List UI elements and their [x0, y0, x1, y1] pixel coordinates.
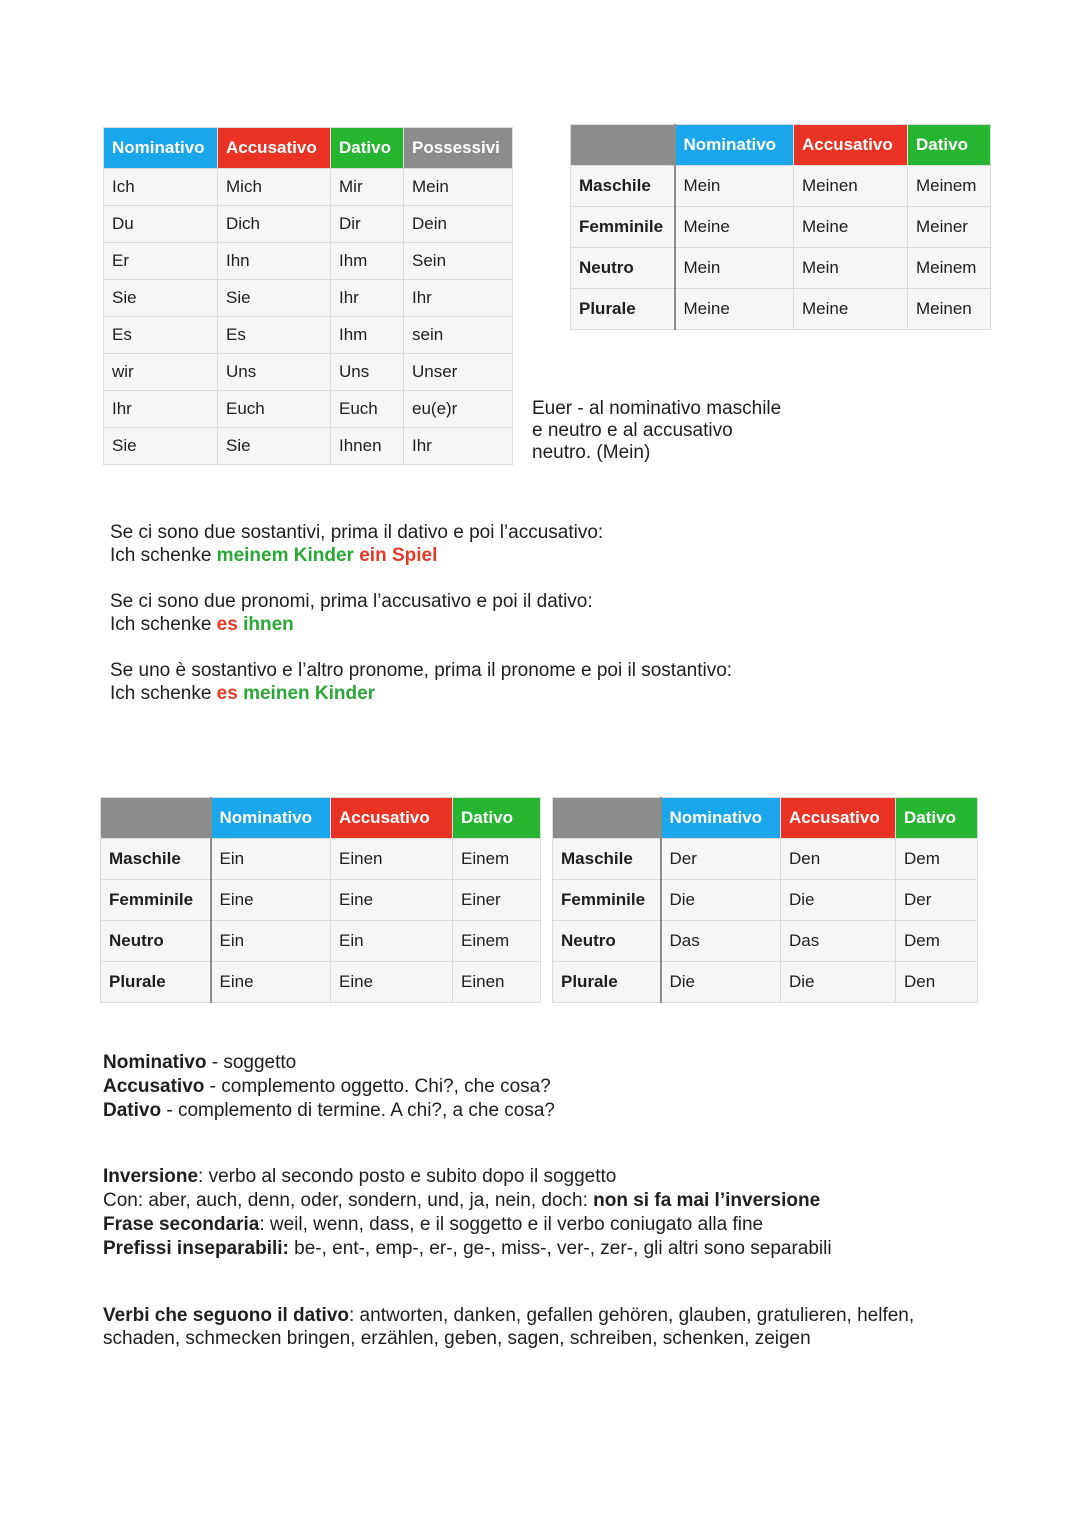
header-possessivi: Possessivi: [404, 128, 513, 169]
table-row: [104, 354, 513, 391]
cell: Uns: [331, 354, 404, 391]
cell: eu(e)r: [404, 391, 513, 428]
term: Nominativo: [103, 1052, 207, 1073]
cell: Es: [104, 317, 218, 354]
cell: Meine: [675, 207, 794, 248]
row-label: Maschile: [101, 839, 211, 880]
cell: Mein: [794, 248, 908, 289]
cell: Sein: [404, 243, 513, 280]
definition: - soggetto: [206, 1052, 297, 1073]
cell: Meinem: [908, 166, 991, 207]
cell: Einem: [453, 921, 541, 962]
cell: Meine: [675, 289, 794, 330]
example-dative: meinem Kinder: [216, 545, 354, 566]
mein-declension-table: [570, 124, 991, 330]
cell: Dir: [331, 206, 404, 243]
table-row: [104, 391, 513, 428]
example-accusative: ein Spiel: [359, 545, 438, 566]
corner-cell: [101, 798, 211, 839]
cell: Die: [781, 962, 896, 1003]
definition: : antworten, danken, gefallen gehören, glauben, gratulieren, helfen, schaden, schmecken bringen, erzählen, geben, sagen, schreiben, schenken, zeigen: [103, 1305, 915, 1349]
cell: Sie: [104, 280, 218, 317]
cell: Mein: [675, 166, 794, 207]
table-row: [571, 166, 991, 207]
example-dative: meinen Kinder: [243, 683, 376, 704]
row-label: Plurale: [571, 289, 675, 330]
term: Prefissi inseparabili:: [103, 1238, 289, 1259]
cell: Meine: [794, 207, 908, 248]
definition: - complemento di termine. A chi?, a che cosa?: [161, 1100, 556, 1121]
table-row: [571, 289, 991, 330]
cell: Es: [218, 317, 331, 354]
case-definitions: [103, 1051, 555, 1123]
cell: wir: [104, 354, 218, 391]
cell: Sie: [218, 280, 331, 317]
term: Verbi che seguono il dativo: [103, 1305, 349, 1326]
corner-cell: [571, 125, 675, 166]
header-accusativo: Accusativo: [331, 798, 453, 839]
cell: Ein: [211, 921, 331, 962]
row-label: Neutro: [553, 921, 661, 962]
term: Inversione: [103, 1166, 199, 1187]
term: Dativo: [103, 1100, 162, 1121]
row-label: Femminile: [101, 880, 211, 921]
header-accusativo: Accusativo: [218, 128, 331, 169]
rule-two-nouns: [110, 521, 603, 567]
cell: Einen: [453, 962, 541, 1003]
rule-two-pronouns: [110, 590, 593, 636]
cell: Meiner: [908, 207, 991, 248]
cell: Den: [781, 839, 896, 880]
example-prefix: Ich schenke: [110, 545, 217, 566]
term: Accusativo: [103, 1076, 205, 1097]
cell: Dem: [896, 921, 978, 962]
cell: Eine: [211, 880, 331, 921]
row-label: Femminile: [553, 880, 661, 921]
definition: : verbo al secondo posto e subito dopo il soggetto: [198, 1166, 617, 1187]
cell: Meinen: [794, 166, 908, 207]
header-dativo: Dativo: [453, 798, 541, 839]
row-label: Plurale: [101, 962, 211, 1003]
header-accusativo: Accusativo: [781, 798, 896, 839]
cell: Mein: [675, 248, 794, 289]
cell: Mir: [331, 169, 404, 206]
cell: Ihr: [331, 280, 404, 317]
row-label: Femminile: [571, 207, 675, 248]
cell: Der: [896, 880, 978, 921]
cell: Dein: [404, 206, 513, 243]
table-row: [101, 839, 541, 880]
example-prefix: Ich schenke: [110, 683, 217, 704]
cell: Einem: [453, 839, 541, 880]
cell: Sie: [104, 428, 218, 465]
definition: - complemento oggetto. Chi?, che cosa?: [204, 1076, 551, 1097]
table-row: [104, 280, 513, 317]
example-dative: ihnen: [243, 614, 294, 635]
cell: Mein: [404, 169, 513, 206]
table-row: [101, 962, 541, 1003]
definition: be-, ent-, emp-, er-, ge-, miss-, ver-, zer-, gli altri sono separabili: [288, 1238, 832, 1259]
der-declension-table: [552, 797, 978, 1003]
cell: Du: [104, 206, 218, 243]
header-dativo: Dativo: [896, 798, 978, 839]
cell: Der: [661, 839, 781, 880]
rule-text: Se ci sono due sostantivi, prima il dativo e poi l’accusativo:: [110, 522, 604, 543]
corner-cell: [553, 798, 661, 839]
example-prefix: Ich schenke: [110, 614, 217, 635]
cell: Eine: [331, 880, 453, 921]
emphasis: non si fa mai l’inversione: [593, 1190, 821, 1211]
pronouns-table: [103, 127, 513, 465]
row-label: Plurale: [553, 962, 661, 1003]
cell: Ihr: [104, 391, 218, 428]
table-row: [104, 206, 513, 243]
cell: Die: [781, 880, 896, 921]
cell: Ihn: [218, 243, 331, 280]
cell: Ihm: [331, 317, 404, 354]
cell: Unser: [404, 354, 513, 391]
table-row: [101, 921, 541, 962]
rule-text: Se uno è sostantivo e l’altro pronome, prima il pronome e poi il sostantivo:: [110, 660, 733, 681]
cell: Eine: [211, 962, 331, 1003]
cell: Ihnen: [331, 428, 404, 465]
cell: Ein: [331, 921, 453, 962]
header-nominativo: Nominativo: [211, 798, 331, 839]
definition: Con: aber, auch, denn, oder, sondern, und, ja, nein, doch:: [103, 1190, 594, 1211]
cell: Uns: [218, 354, 331, 391]
table-row: [553, 880, 978, 921]
cell: Mich: [218, 169, 331, 206]
header-dativo: Dativo: [908, 125, 991, 166]
cell: Eine: [331, 962, 453, 1003]
cell: Das: [661, 921, 781, 962]
header-nominativo: Nominativo: [661, 798, 781, 839]
cell: Er: [104, 243, 218, 280]
row-label: Maschile: [571, 166, 675, 207]
table-row: [104, 317, 513, 354]
cell: Ihr: [404, 428, 513, 465]
table-row: [104, 243, 513, 280]
cell: Ich: [104, 169, 218, 206]
example-accusative: es: [216, 614, 238, 635]
header-dativo: Dativo: [331, 128, 404, 169]
cell: Meine: [794, 289, 908, 330]
cell: Dem: [896, 839, 978, 880]
row-label: Neutro: [571, 248, 675, 289]
dative-verbs: [103, 1304, 973, 1350]
cell: Sie: [218, 428, 331, 465]
ein-declension-table: [100, 797, 541, 1003]
cell: Den: [896, 962, 978, 1003]
table-row: [553, 921, 978, 962]
table-row: [553, 962, 978, 1003]
table-row: [571, 207, 991, 248]
cell: Meinen: [908, 289, 991, 330]
cell: Einen: [331, 839, 453, 880]
term: Frase secondaria: [103, 1214, 260, 1235]
table-row: [553, 839, 978, 880]
rule-noun-pronoun: [110, 659, 732, 705]
header-nominativo: Nominativo: [104, 128, 218, 169]
table-row: [104, 428, 513, 465]
rule-text: Se ci sono due pronomi, prima l’accusativo e poi il dativo:: [110, 591, 593, 612]
cell: Das: [781, 921, 896, 962]
syntax-notes: [103, 1165, 832, 1261]
cell: Ihr: [404, 280, 513, 317]
cell: Meinem: [908, 248, 991, 289]
table-row: [104, 169, 513, 206]
cell: Euch: [331, 391, 404, 428]
cell: Dich: [218, 206, 331, 243]
cell: Ein: [211, 839, 331, 880]
row-label: Neutro: [101, 921, 211, 962]
header-accusativo: Accusativo: [794, 125, 908, 166]
table-row: [571, 248, 991, 289]
euer-note: Euer - al nominativo maschile e neutro e al accusativo neutro. (Mein): [532, 398, 782, 463]
cell: Euch: [218, 391, 331, 428]
definition: : weil, wenn, dass, e il soggetto e il verbo coniugato alla fine: [259, 1214, 764, 1235]
row-label: Maschile: [553, 839, 661, 880]
cell: Die: [661, 880, 781, 921]
example-accusative: es: [216, 683, 238, 704]
header-nominativo: Nominativo: [675, 125, 794, 166]
table-row: [101, 880, 541, 921]
cell: Ihm: [331, 243, 404, 280]
cell: Einer: [453, 880, 541, 921]
cell: sein: [404, 317, 513, 354]
cell: Die: [661, 962, 781, 1003]
